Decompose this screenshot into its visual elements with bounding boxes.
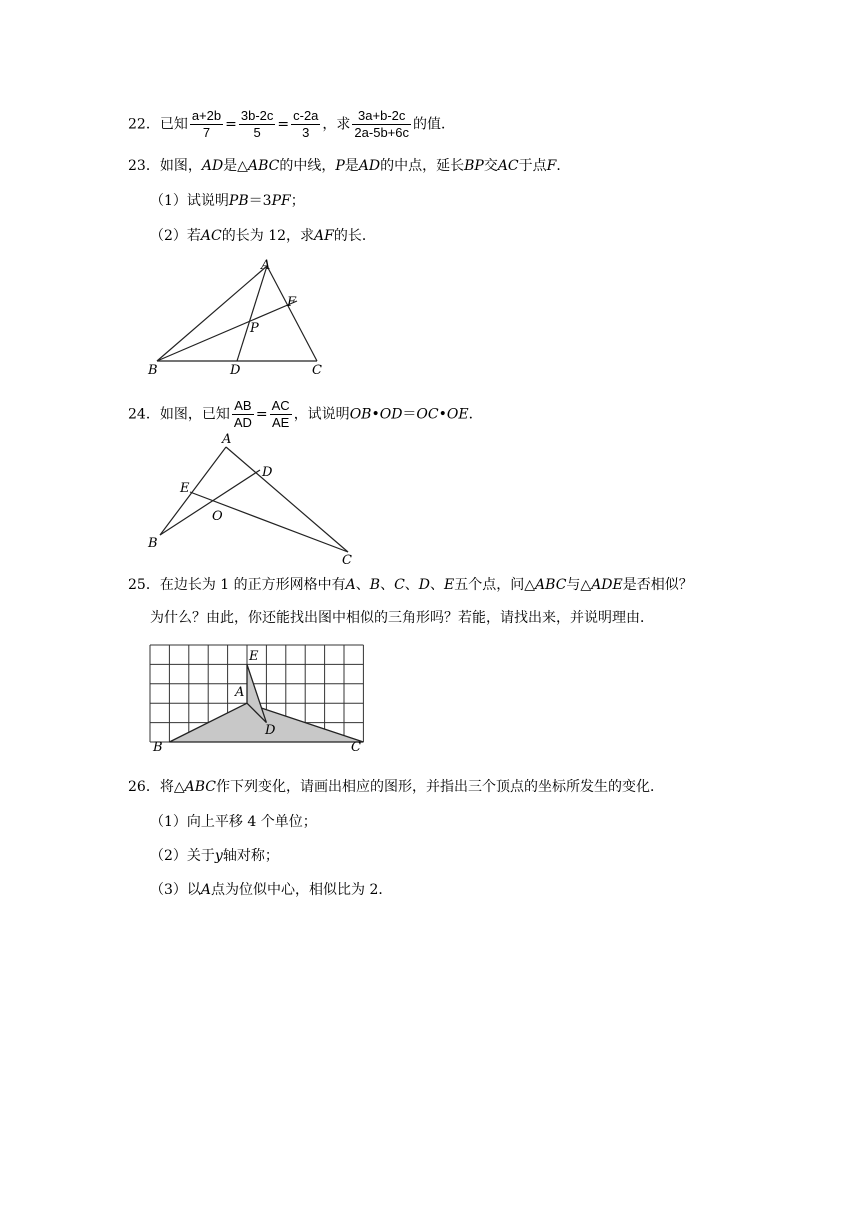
q22-fraction-4: $\frac{3a+b-2c}{2a-5b+6c}$ xyxy=(354,108,409,140)
q24-line: 24．如图，已知 $\frac{AB}{AD}$ = $\frac{AC}{AE}$ ，试说明OB•OD＝OC•OE． xyxy=(128,398,483,430)
q26-sub1: （1）向上平移 4 个单位； xyxy=(150,814,317,830)
segment-BF xyxy=(157,301,297,361)
label-F: F xyxy=(287,295,297,310)
q22-number: 22． xyxy=(128,116,160,133)
label-C: C xyxy=(342,553,352,568)
q22-fraction-2: $\frac{3b-2c}{5}$ xyxy=(240,108,274,140)
q26-sub3: （3）以A点为位似中心，相似比为 2． xyxy=(150,882,393,898)
label-A: A xyxy=(235,685,245,700)
q26-number: 26． xyxy=(128,779,160,795)
q23-number: 23． xyxy=(128,158,160,174)
q25-line2: 为什么？由此，你还能找出图中相似的三角形吗？若能，请找出来，并说明理由． xyxy=(150,610,654,626)
label-A: A xyxy=(222,432,232,447)
label-A: A xyxy=(261,258,271,273)
q22-text-3: 的值． xyxy=(413,116,455,133)
q22-text-2: ，求 xyxy=(322,116,351,133)
label-D: D xyxy=(230,363,241,378)
segment-AC xyxy=(226,447,348,552)
q24-fraction-1: $\frac{AB}{AD}$ xyxy=(233,398,252,430)
label-D: D xyxy=(262,465,273,480)
q22-line: 22．已知 $\frac{a+2b}{7}$ = $\frac{3b-2c}{5}$ = $\frac{c-2a}{3}$ ，求 $\frac{3a+b-2c}{2a-5b+6c}$ 的值． xyxy=(128,108,455,140)
q22-text-1: 已知 xyxy=(159,116,188,133)
label-B: B xyxy=(148,363,158,378)
label-D: D xyxy=(265,723,276,738)
q23-figure xyxy=(140,256,340,376)
q24-fraction-2: $\frac{AC}{AE}$ xyxy=(271,398,290,430)
q25-number: 25． xyxy=(128,577,160,593)
q26-statement: 26．将△ABC作下列变化，请画出相应的图形，并指出三个顶点的坐标所发生的变化． xyxy=(128,779,664,795)
label-B: B xyxy=(153,740,163,755)
q26-sub2: （2）关于y轴对称； xyxy=(150,848,279,864)
q24-figure xyxy=(140,430,360,570)
q22-fraction-1: $\frac{a+2b}{7}$ xyxy=(191,108,222,140)
q25-grid-figure xyxy=(145,640,375,760)
q22-fraction-3: $\frac{c-2a}{3}$ xyxy=(293,108,319,140)
q25-line1: 25．在边长为 1 的正方形网格中有A、B、C、D、E五个点，问△ABC与△ADE是否相似？ xyxy=(128,577,693,593)
label-C: C xyxy=(312,363,322,378)
segment-BD xyxy=(160,470,260,535)
q23-sub2: （2）若AC的长为 12，求AF的长． xyxy=(150,228,376,244)
label-O: O xyxy=(212,509,223,524)
label-B: B xyxy=(148,536,158,551)
segment-AC xyxy=(267,266,317,361)
label-C: C xyxy=(351,740,361,755)
segment-AD xyxy=(237,266,267,361)
q24-number: 24． xyxy=(128,406,160,423)
q23-sub1: （1）试说明PB＝3PF； xyxy=(150,193,305,209)
q23-statement: 23．如图，AD是△ABC的中线，P是AD的中点，延长BP交AC于点F． xyxy=(128,158,571,174)
label-E: E xyxy=(249,649,259,664)
label-P: P xyxy=(250,321,259,336)
segment-BA xyxy=(157,266,267,361)
label-E: E xyxy=(180,481,190,496)
